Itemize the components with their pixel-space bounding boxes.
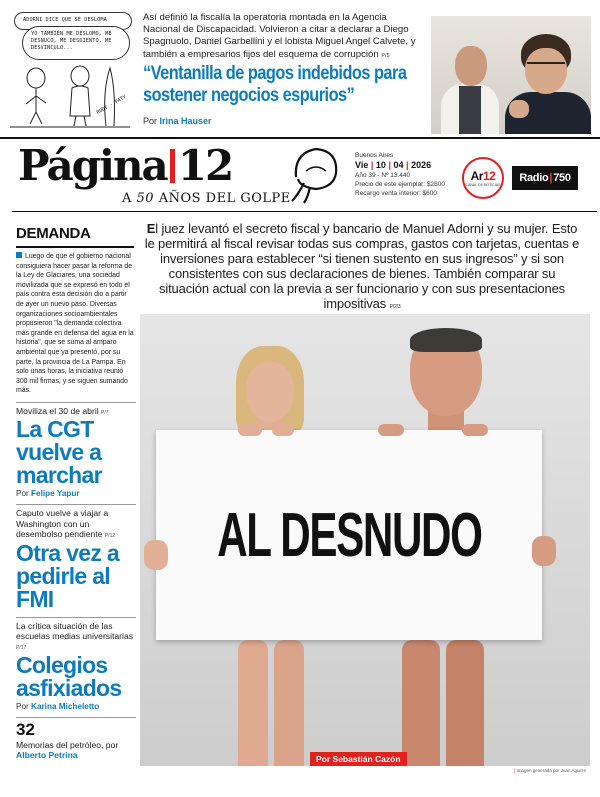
logo-number: 12 [177, 141, 233, 190]
col-kicker-text: La crítica situación de las escuelas medias universitarias [16, 620, 134, 641]
fmi-ref: P/12 [104, 533, 116, 540]
col-kicker [16, 621, 136, 654]
fmi-headline: Otra vez a pedirle al FMI [16, 539, 119, 612]
cgt-headline: La CGT vuelve a marchar [16, 416, 102, 489]
cgt-by-prefix: Por [16, 489, 29, 499]
sup-author: Alberto Petrina [16, 750, 78, 761]
newspaper-logo[interactable] [18, 141, 232, 191]
top-strip [0, 0, 600, 138]
cgt-story[interactable] [16, 406, 136, 498]
masthead-divider [12, 211, 597, 212]
fmi-kicker [16, 508, 136, 541]
photo-leg [402, 640, 440, 766]
demanda-body: Luego de que el gobierno nacional consiguiera hacer pasar la reforma de la Ley de Glaciares, una sociedad movilizada que se expresó en todo el país contra esta decisión dio a partir de ayer un nuevo paso. Diversas organizaciones socioambientales propusieron "la demanda colectiva más grande en defensa del agua en la historia", que se suma al amparo ambiental que ya presentó, por su parte, la provincia de La Pampa. En solo unas horas, la iniciativa reunió 300 mil firmas, y se siguen sumando más. [16, 253, 134, 395]
col-ref: P/17 [16, 645, 27, 652]
col-by-prefix: Por [16, 701, 29, 711]
editorial-cartoon [6, 8, 134, 130]
demanda-rule [16, 246, 134, 248]
lede-initial: E [146, 221, 156, 236]
tagline-prefix: A [122, 191, 132, 206]
edition-number: Año 39 - Nº 13.440 [355, 172, 411, 179]
top-story-byline [143, 116, 212, 126]
byline-prefix: Por [143, 116, 158, 126]
photo-leg [446, 640, 484, 766]
photo-man-hair [410, 328, 482, 352]
date-day: Vie [355, 160, 369, 170]
demanda-title: DEMANDA [16, 225, 91, 242]
fmi-story[interactable] [16, 508, 136, 610]
photo-person-left [441, 46, 499, 134]
ar12-text: Ar [470, 169, 483, 183]
logo-red-bar [170, 149, 175, 183]
white-scarf-icon [286, 143, 344, 205]
sup-text: Memorias del petróleo, por [16, 739, 119, 750]
top-story-intro [143, 12, 420, 62]
photo-fingers [238, 424, 262, 436]
held-sign [156, 430, 542, 640]
radio-sep: | [549, 172, 553, 184]
radio-word: Radio [519, 172, 549, 184]
top-story-headline[interactable]: “Ventanilla de pagos indebidos para sostener negocios espurios” [143, 63, 407, 106]
divider [16, 504, 136, 505]
date-d: 10 [375, 160, 386, 170]
photo-hand [144, 540, 168, 570]
colegios-story[interactable] [16, 621, 136, 711]
ar12-sub: CANAL DE NOTICIAS [465, 183, 501, 187]
divider [16, 402, 136, 403]
photo-woman-face [246, 362, 294, 422]
top-story-photo [431, 16, 591, 134]
tagline-years: 50 [136, 191, 155, 206]
photo-fingers [272, 424, 294, 436]
cgt-byline [16, 489, 136, 498]
cgt-kicker-text: Moviliza el 30 de abril [16, 405, 99, 416]
lede-ref: P/2/3 [389, 304, 401, 311]
logo-word: Página [18, 141, 167, 190]
date-m: 04 [393, 160, 404, 170]
edition-surcharge: Recargo venta interior: $600 [355, 190, 438, 197]
cgt-by-author: Felipe Yapur [31, 489, 80, 499]
tagline-rest: AÑOS DEL GOLPE [158, 191, 291, 206]
bullet-square-icon [16, 252, 22, 258]
edition-price: Precio de este ejemplar: $2800 [355, 181, 445, 188]
top-intro-ref: P/5 [381, 52, 390, 59]
masthead [0, 139, 600, 213]
byline-author: Irina Hauser [159, 116, 212, 126]
main-lede[interactable] [142, 221, 582, 316]
top-intro-text: Así definió la fiscalía la operatoria montada en la Agencia Nacional de Discapacidad. Volvieron a citar a declarar a Diego Spagnuolo, Daniel Garbellini y el lobista Miguel Angel Calvete, y también a empresarios fijos del esquema de corrupción [143, 12, 416, 60]
demanda-text [16, 252, 136, 396]
edition-date: Vie | 10 | 04 | 2026 [355, 160, 432, 170]
fmi-kicker-text: Caputo vuelve a viajar a Washington con un desembolso pendiente [16, 508, 109, 540]
photo-hand [532, 536, 556, 566]
divider [16, 617, 136, 618]
radio-750-logo[interactable] [512, 166, 578, 190]
divider [16, 717, 136, 718]
edition-info [355, 151, 445, 198]
ar12-channel-logo[interactable] [462, 157, 504, 199]
photo-person-right [505, 34, 591, 134]
speech-text-2: YO TAMBIÉN ME DESLOMO, ME DESNUCO, ME DESDIENTO, ME DESVINCULO... [31, 31, 112, 51]
speech-text-1: ADORNI DICE QUE SE DESLOMA [23, 17, 107, 23]
photo-credit: Por Sebastián Cazón [310, 752, 407, 766]
ar12-num: 12 [482, 169, 496, 183]
col-byline [16, 702, 136, 711]
supplement-text [16, 740, 136, 761]
cgt-ref: P/7 [101, 409, 109, 416]
demanda-box[interactable] [16, 225, 136, 396]
photo-leg [274, 640, 304, 766]
main-photo [140, 314, 590, 766]
cartoon-signature: RUDY · PATY [95, 94, 128, 116]
supplement-number: 32 [16, 719, 35, 739]
lede-text: l juez levantó el secreto fiscal y bancario de Manuel Adorni y su mujer. Esto le permitirá al fiscal revisar todas sus compras, gastos con tarjetas, cuentas e inversiones para establecer “si tienen sustento en sus ingresos” y si son consistentes con sus declaraciones de bienes. También comparar su situación actual con la previa a ser funcionario y con sus presentaciones impositivas [144, 221, 580, 312]
sign-text: AL DESNUDO [216, 500, 482, 570]
speech-bubble-2 [22, 26, 130, 60]
anniversary-tagline [122, 191, 291, 206]
date-y: 2026 [411, 160, 432, 170]
radio-num: 750 [553, 172, 571, 184]
photo-leg [238, 640, 268, 766]
image-note: | Imagen generada por Juan Aguirre [514, 768, 586, 773]
edition-city: Buenos Aires [355, 152, 394, 159]
col-by-author: Karina Micheletto [31, 701, 100, 711]
left-column [16, 225, 136, 761]
supplement-32[interactable] [16, 720, 136, 761]
col-headline: Colegios asfixiados [16, 651, 122, 701]
photo-fingers [462, 424, 488, 436]
image-note-text: Imagen generada por Juan Aguirre [516, 768, 586, 773]
photo-fingers [378, 424, 404, 436]
